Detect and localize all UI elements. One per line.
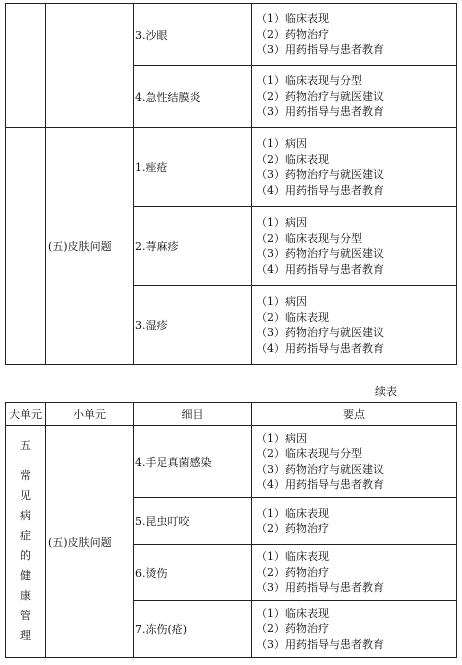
point-line: （1）临床表现 [256,550,329,564]
point-line: （2）药物治疗与就医建议 [256,89,384,103]
table-row [6,426,457,498]
big-unit-char: 症 [20,529,31,542]
header-item: 细目 [134,403,252,426]
point-line: （3）药物治疗与就医建议 [256,168,384,181]
points-cell [252,426,457,498]
big-unit-char: 五 [20,439,31,452]
header-sub-unit: 小单元 [46,403,134,426]
points-cell [252,66,457,128]
item-cell: 4.急性结膜炎 [134,66,252,128]
item-cell: 7.冻伤(疮) [134,601,252,658]
item-cell: 3.湿疹 [134,286,252,365]
point-line: （3）用药指导与患者教育 [256,105,384,119]
point-line: （4）用药指导与患者教育 [256,478,384,491]
point-line: （1）临床表现 [256,506,329,520]
item-cell: 2.荨麻疹 [134,207,252,286]
point-line: （4）用药指导与患者教育 [256,341,384,355]
point-line: （1）临床表现 [256,12,329,26]
syllabus-table-bottom [5,402,457,658]
point-line: （3）药物治疗与就医建议 [256,247,384,260]
big-unit-char: 病 [20,509,31,522]
sub-unit-cell [46,4,134,128]
point-line: （2）临床表现 [256,152,329,166]
point-line: （1）临床表现与分型 [256,74,362,88]
big-unit-char: 的 [20,549,31,562]
header-points: 要点 [252,403,457,426]
point-line: （2）药物治疗 [256,27,329,41]
points-cell [252,545,457,601]
big-unit-cell [6,4,46,128]
big-unit-char: 见 [20,489,31,502]
big-unit-char: 常 [20,469,31,482]
point-line: （3）用药指导与患者教育 [256,637,384,651]
table-row [6,128,457,207]
big-unit-char: 理 [20,629,31,642]
big-unit-cell [6,426,46,658]
point-line: （4）用药指导与患者教育 [256,183,384,197]
point-line: （1）病因 [256,216,307,229]
point-line: （2）药物治疗 [256,522,329,535]
table-row [6,4,457,66]
points-cell [252,601,457,658]
point-line: （3）用药指导与患者教育 [256,581,384,595]
point-line: （4）用药指导与患者教育 [256,262,384,276]
big-unit-char: 康 [20,589,31,602]
point-line: （2）临床表现 [256,310,329,324]
point-line: （1）临床表现 [256,606,329,620]
header-big-unit: 大单元 [6,403,46,426]
continuation-label: 续表 [375,385,397,398]
big-unit-char: 健 [20,569,31,582]
points-cell [252,128,457,207]
point-line: （1）病因 [256,431,307,445]
item-cell: 6.烫伤 [134,545,252,601]
header-row [6,403,457,426]
point-line: （3）药物治疗与就医建议 [256,462,384,476]
points-cell [252,207,457,286]
big-unit-char: 管 [20,609,31,622]
point-line: （2）临床表现与分型 [256,231,362,245]
point-line: （2）药物治疗 [256,565,329,579]
item-cell: 4.手足真菌感染 [134,426,252,498]
point-line: （1）病因 [256,137,307,150]
item-cell: 5.昆虫叮咬 [134,498,252,545]
points-cell [252,4,457,66]
point-line: （1）病因 [256,295,307,308]
item-cell: 1.痤疮 [134,128,252,207]
points-cell [252,498,457,545]
point-line: （3）用药指导与患者教育 [256,43,384,57]
point-line: （3）药物治疗与就医建议 [256,326,384,339]
point-line: （2）临床表现与分型 [256,447,362,460]
syllabus-table-top [5,3,457,365]
big-unit-cell [6,128,46,365]
sub-unit-cell: (五)皮肤问题 [46,128,134,365]
sub-unit-cell: (五)皮肤问题 [46,426,134,658]
point-line: （2）药物治疗 [256,622,329,636]
item-cell: 3.沙眼 [134,4,252,66]
points-cell [252,286,457,365]
